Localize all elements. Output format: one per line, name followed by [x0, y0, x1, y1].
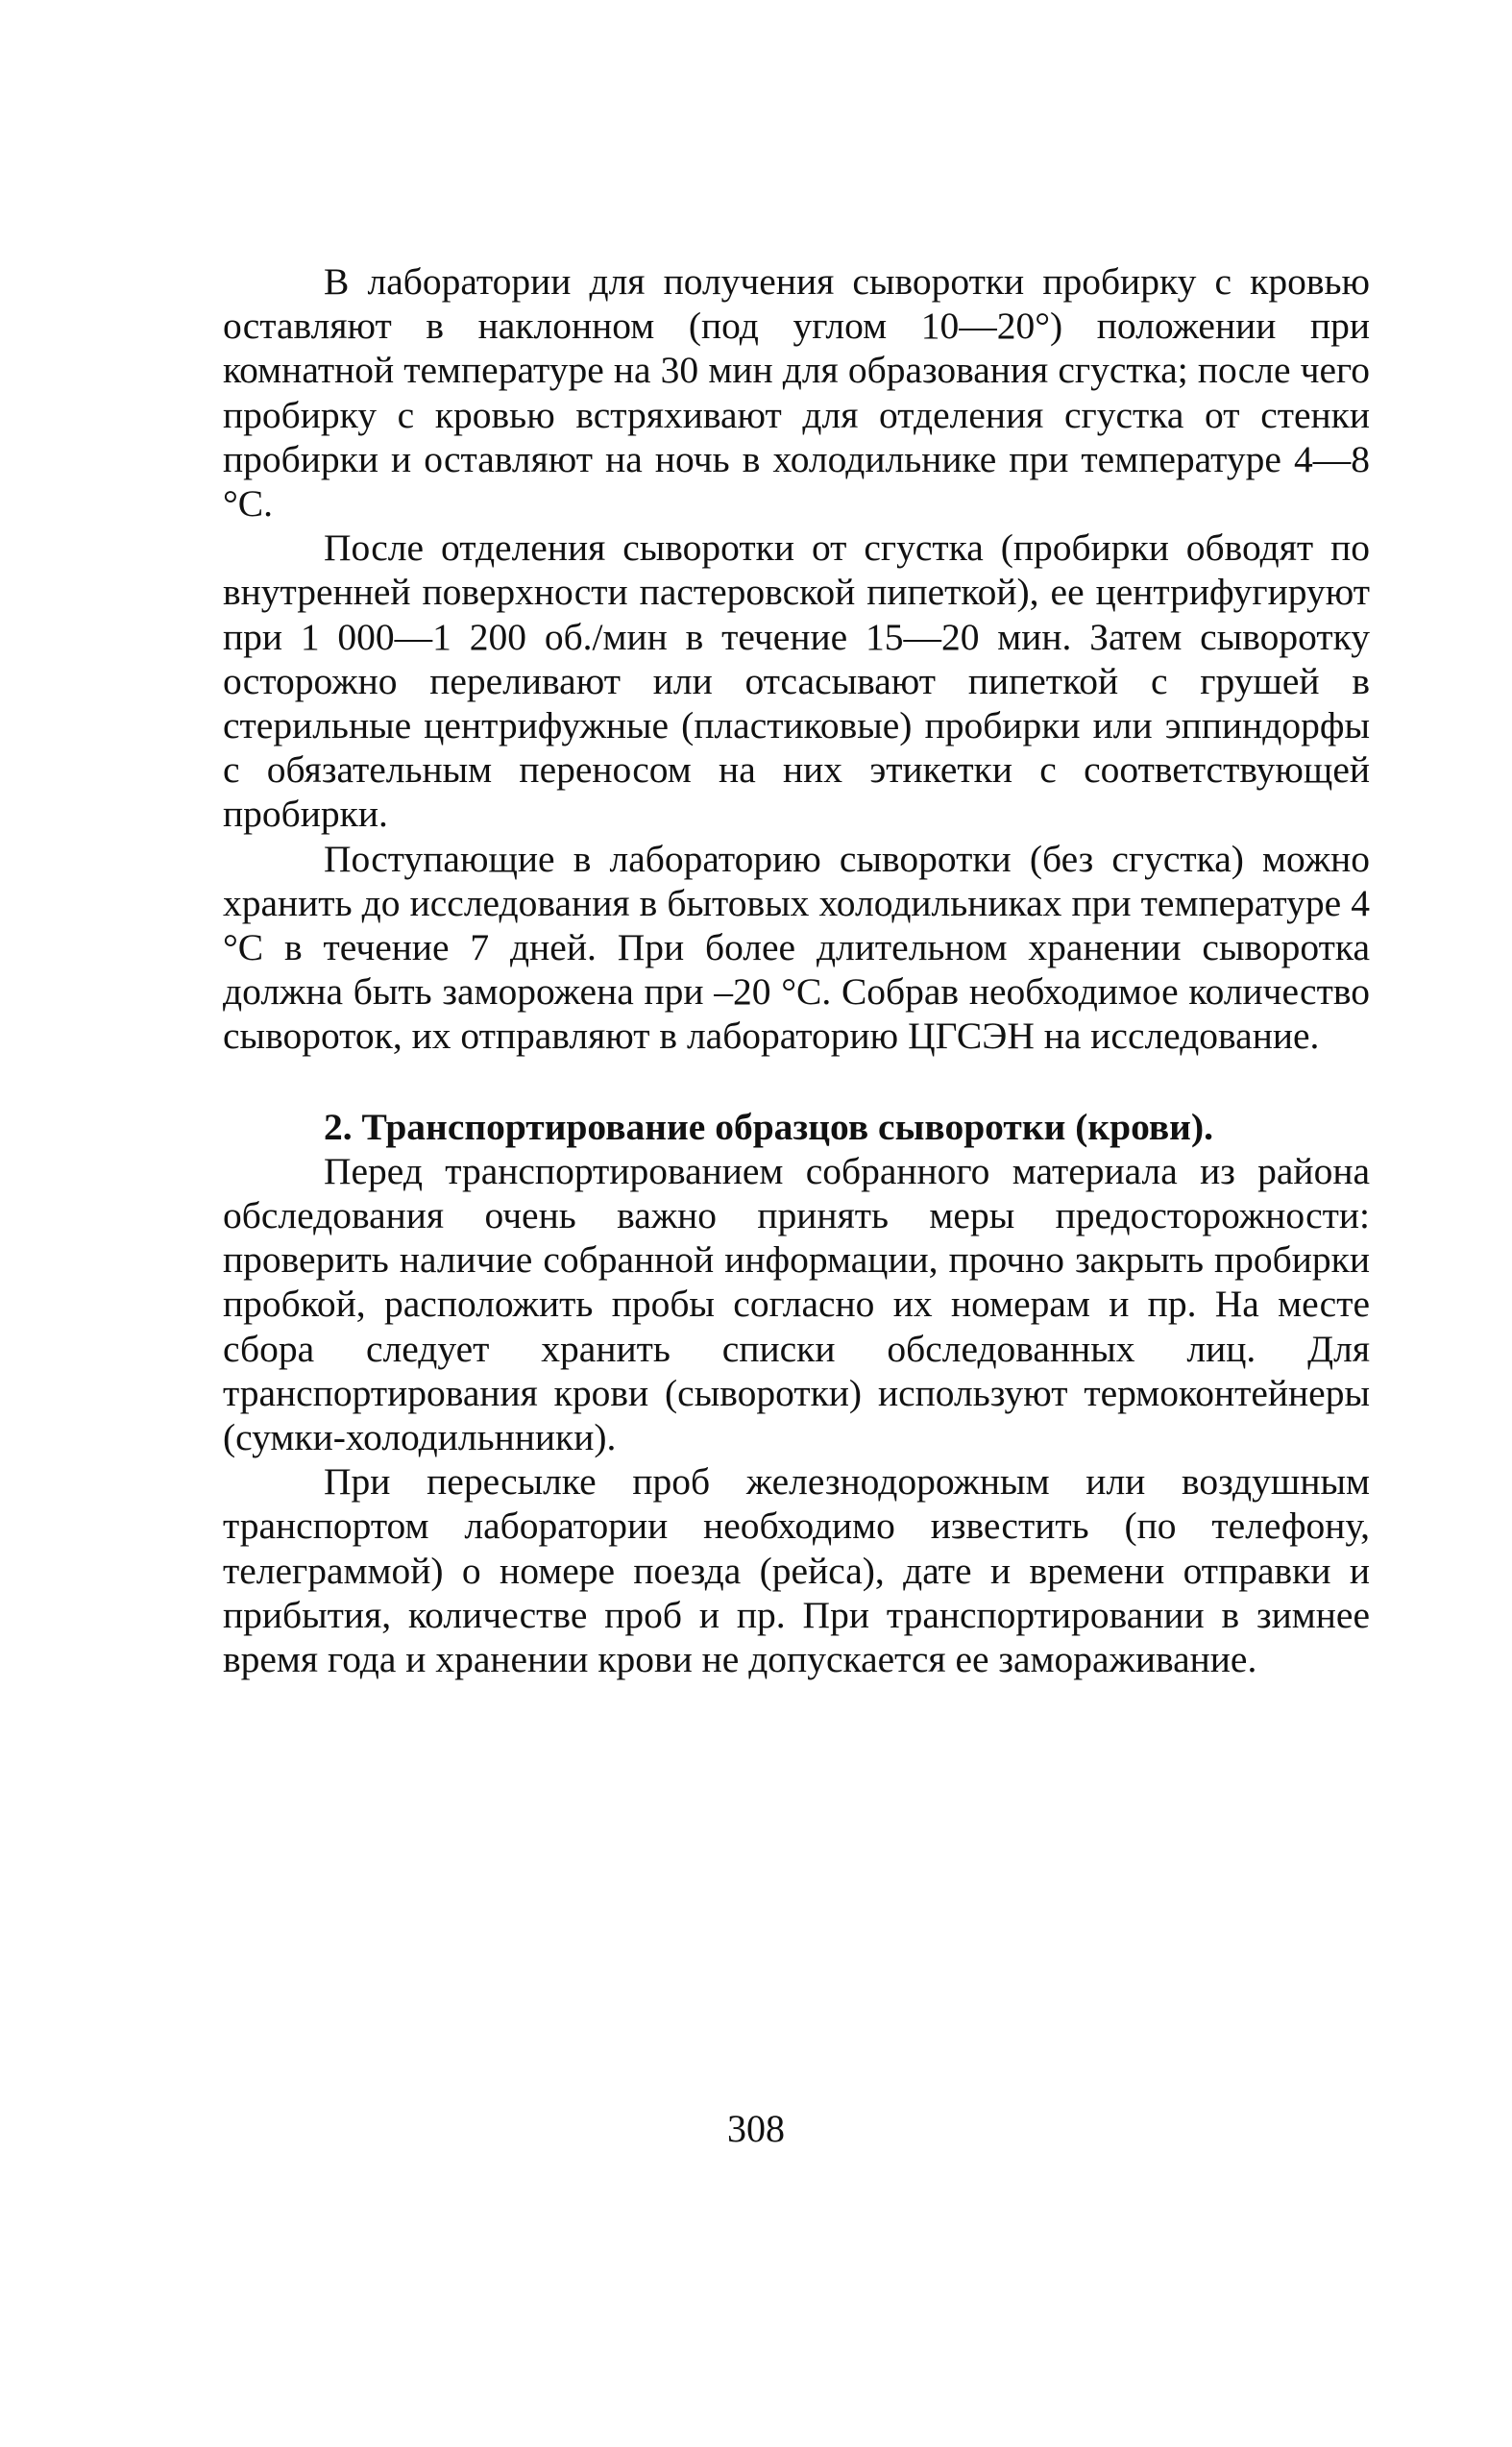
page-number: 308 — [727, 2107, 785, 2150]
section-heading: 2. Транспортирование образцов сыворотки (крови). — [324, 1105, 1213, 1148]
paragraph-transport-precautions: Перед транспортированием собранного материала из района обследования очень важно принять меры предосторожности: проверить наличие собранной информации, прочно закрыть пробирки пробкой, расположить пробы согласно их номерам и пр. На месте сбора следует хранить списки обследованных лиц. Для транспортирования крови (сыворотки) используют термоконтейнеры (сумки-холодильнники). — [223, 1149, 1370, 1459]
text-body — [223, 259, 1370, 1681]
paragraph-transport-notification: При пересылке проб железнодорожным или воздушным транспортом лаборатории необходимо известить (по телефону, телеграммой) о номере поезда (рейса), дате и времени отправки и прибытия, количестве проб и пр. При транспортировании в зимнее время года и хранении крови не допускается ее замораживание. — [223, 1460, 1370, 1681]
paragraph-serum-preparation: В лаборатории для получения сыворотки пробирку с кровью оставляют в наклонном (под углом 10—20°) положении при комнатной температуре на 30 мин для образования сгустка; после чего пробирку с кровью встряхивают для отделения сгустка от стенки пробирки и оставляют на ночь в холодильнике при температуре 4—8 °С. — [223, 260, 1370, 526]
paragraph-serum-storage: Поступающие в лабораторию сыворотки (без сгустка) можно хранить до исследования в бытовых холодильниках при температуре 4 °С в течение 7 дней. При более длительном хранении сыворотка должна быть заморожена при –20 °С. Собрав необходимое количество сывороток, их отправляют в лабораторию ЦГСЭН на исследование. — [223, 837, 1370, 1058]
paragraph-serum-separation: После отделения сыворотки от сгустка (пробирки обводят по внутренней поверхности пастеровской пипеткой), ее центрифугируют при 1 000—1 200 об./мин в течение 15—20 мин. Затем сыворотку осторожно переливают или отсасывают пипеткой с грушей в стерильные центрифужные (пластиковые) пробирки или эппиндорфы с обязательным переносом на них этикетки с соответствующей пробирки. — [223, 526, 1370, 836]
